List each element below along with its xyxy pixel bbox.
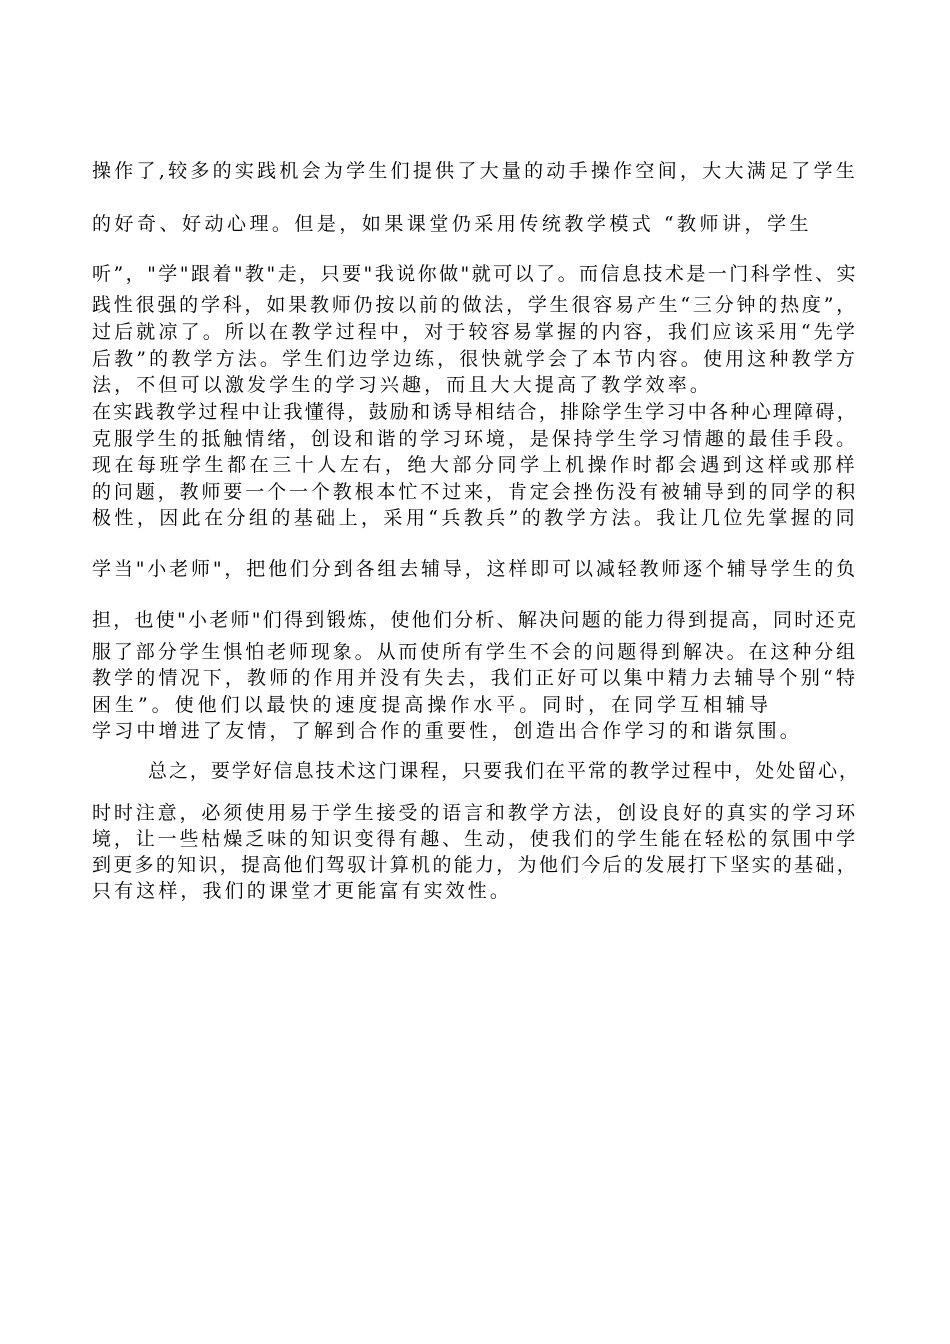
text-line: 操作了,较多的实践机会为学生们提供了大量的动手操作空间，大大满足了学生 (92, 160, 858, 182)
text-line: 极性，因此在分组的基础上，采用“兵教兵”的教学方法。我让几位先掌握的同 (92, 507, 858, 529)
text-line: 过后就凉了。所以在教学过程中，对于较容易掌握的内容，我们应该采用“先学 (92, 321, 858, 343)
text-line: 学习中增进了友情，了解到合作的重要性，创造出合作学习的和谐氛围。 (92, 720, 802, 742)
text-line: 服了部分学生惧怕老师现象。从而使所有学生不会的问题得到解决。在这种分组 (92, 641, 858, 663)
text-line: 困生”。使他们以最快的速度提高操作水平。同时，在同学互相辅导 (92, 694, 772, 716)
text-line: 的好奇、好动心理。但是，如果课堂仍采用传统教学模式 “教师讲，学生 (92, 213, 812, 235)
text-line: 在实践教学过程中让我懂得，鼓励和诱导相结合，排除学生学习中各种心理障碍， (92, 401, 858, 423)
text-line: 学当"小老师"，把他们分到各组去辅导，这样即可以减轻教师逐个辅导学生的负 (92, 558, 858, 580)
text-line: 的问题，教师要一个一个教根本忙不过来，肯定会挫伤没有被辅导到的同学的积 (92, 481, 858, 503)
text-line: 践性很强的学科，如果教师仍按以前的做法，学生很容易产生“三分钟的热度”， (92, 294, 858, 316)
paragraph-first-line: 总之，要学好信息技术这门课程，只要我们在平常的教学过程中，处处留心， (148, 760, 860, 782)
text-line: 境，让一些枯燥乏味的知识变得有趣、生动，使我们的学生能在轻松的氛围中学 (92, 828, 858, 850)
text-line: 听”，"学"跟着"教"走，只要"我说你做"就可以了。而信息技术是一门科学性、实 (92, 263, 858, 285)
text-line: 后教”的教学方法。学生们边学边练，很快就学会了本节内容。使用这种教学方 (92, 348, 858, 370)
text-line: 到更多的知识，提高他们驾驭计算机的能力，为他们今后的发展打下坚实的基础， (92, 854, 858, 876)
text-line: 法，不但可以激发学生的学习兴趣，而且大大提高了教学效率。 (92, 374, 712, 396)
text-line: 时时注意，必须使用易于学生接受的语言和教学方法，创设良好的真实的学习环 (92, 802, 858, 824)
text-line: 担，也使"小老师"们得到锻炼，使他们分析、解决问题的能力得到提高，同时还克 (92, 609, 858, 631)
text-line: 克服学生的抵触情绪，创设和谐的学习环境，是保持学生学习情趣的最佳手段。 (92, 428, 858, 450)
text-line: 教学的情况下，教师的作用并没有失去，我们正好可以集中精力去辅导个别“特 (92, 667, 858, 689)
text-line: 只有这样，我们的课堂才更能富有实效性。 (92, 880, 512, 902)
text-line: 现在每班学生都在三十人左右，绝大部分同学上机操作时都会遇到这样或那样 (92, 454, 858, 476)
